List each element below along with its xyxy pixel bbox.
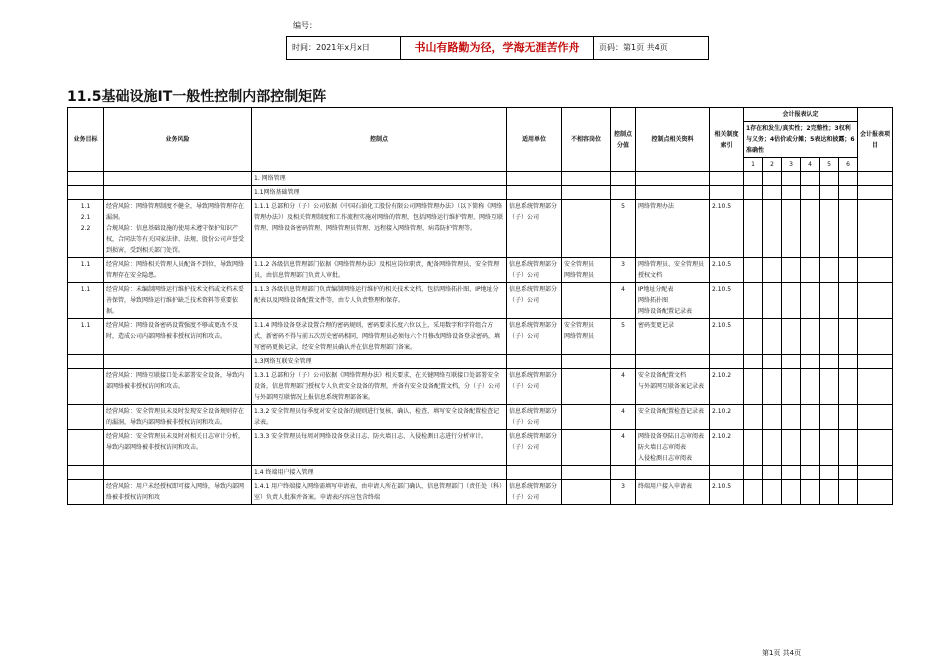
page-footer: 第1页 共4页: [762, 649, 802, 657]
control-cell: 1.1.4 网络设备登录设置合理的密码规则，密码要求长度六位以上，采用数字和字符组合方式，新密码不得与前五次历史密码相同，网络管理员必须每六个月修改网络设备登录密码，填写密码更换记录，经安全管理员确认并在信息管理部门备案。: [252, 319, 507, 355]
risk-cell: 经营风险：网络互联接口处未部署安全设备，导致内部网络被非授权访问和攻击。: [104, 369, 252, 405]
index-cell: 2.10.5: [710, 258, 744, 283]
unit-cell: 信息系统管理部分（子）公司: [507, 405, 562, 430]
col-report-item: 会计报表项目: [858, 108, 893, 172]
incompat-cell: [562, 200, 611, 258]
docs-cell: 网络管理办法: [636, 200, 710, 258]
table-row: [68, 319, 893, 355]
docs-cell: IP地址分配表 网络拓扑图 网络设备配置记录表: [636, 283, 710, 319]
page-header-box: [286, 36, 709, 60]
assert-col-3: 3: [782, 158, 801, 172]
incompat-cell: 安全管理员 网络管理员: [562, 319, 611, 355]
subsection-1-1: 1.1网络基础管理: [252, 186, 507, 200]
score-cell: 3: [611, 480, 636, 505]
assert-col-2: 2: [763, 158, 782, 172]
index-cell: 2.10.5: [710, 480, 744, 505]
risk-cell: 经营风险：安全管理员未及时对相关日志审计分析，导致内部网络被非授权访问和攻击。: [104, 430, 252, 466]
unit-cell: 信息系统管理部分（子）公司: [507, 258, 562, 283]
control-cell: 1.4.1 用户终端接入网络需填写申请表，由申请人所在部门确认，信息管理部门（责任处（科）室）负责人批准并备案。申请表内容应包含终端: [252, 480, 507, 505]
report-desc: 1存在和发生/真实性；2完整性；3权利与义务；4估价或分摊；5表达和披露；6准确性: [744, 122, 858, 158]
score-cell: 5: [611, 319, 636, 355]
incompat-cell: [562, 405, 611, 430]
incompat-cell: 安全管理员 网络管理员: [562, 258, 611, 283]
score-cell: 4: [611, 405, 636, 430]
control-cell: 1.1.1 总部和分（子）公司依据《中国石油化工股份有限公司网络管理办法》（以下简称《网络管理办法》）及相关管理制度和工作流程实施对网络的管理，包括网络运行维护管理、网络互联管理、网络设备密码管理、网络管理员管理、远程接入网络管理、病毒防护管理等。: [252, 200, 507, 258]
objective-cell: [68, 405, 104, 430]
col-incompat: 不相容岗位: [562, 108, 611, 172]
col-report-title: 会计报表认定: [744, 108, 858, 122]
unit-cell: 信息系统管理部分（子）公司: [507, 319, 562, 355]
section-network-mgmt: 1. 网络管理: [252, 172, 507, 186]
page-label: 页码：第1页 共4页: [599, 43, 668, 52]
table-row: [68, 200, 893, 258]
col-unit: 适用单位: [507, 108, 562, 172]
unit-cell: 信息系统管理部分（子）公司: [507, 200, 562, 258]
docs-cell: 网络设备登陆日志审阅表 防火墙日志审阅表 入侵检测日志审阅表: [636, 430, 710, 466]
incompat-cell: [562, 369, 611, 405]
control-cell: 1.1.3 各级信息管理部门负责编制网络运行维护的相关技术文档，包括网络拓扑图、IP地址分配表以及网络设备配置文件等，由专人负责整理和保存。: [252, 283, 507, 319]
objective-cell: 1.1: [68, 319, 104, 355]
objective-cell: [68, 480, 104, 505]
col-risk: 业务风险: [104, 108, 252, 172]
control-cell: 1.3.3 安全管理员每周对网络设备登录日志、防火墙日志、入侵检测日志进行分析审计。: [252, 430, 507, 466]
page-title: 11.5基础设施IT一般性控制内部控制矩阵: [67, 89, 327, 105]
risk-cell: 经营风险：未编制网络运行维护技术文档或文档未妥善保管，导致网络运行维护缺乏技术资料等重要依据。: [104, 283, 252, 319]
objective-cell: 1.1: [68, 258, 104, 283]
table-row: [68, 258, 893, 283]
unit-cell: 信息系统管理部分（子）公司: [507, 480, 562, 505]
col-score: 控制点分值: [611, 108, 636, 172]
motto-text: 书山有路勤为径，学海无涯苦作舟: [400, 37, 594, 59]
index-cell: 2.10.5: [710, 200, 744, 258]
table-row: [68, 283, 893, 319]
table-row: [68, 480, 893, 505]
table-row: [68, 369, 893, 405]
score-cell: 4: [611, 369, 636, 405]
score-cell: 5: [611, 200, 636, 258]
control-cell: 1.3.2 安全管理员每季度对安全设备的规则进行复核、确认、检查，填写安全设备配置检查记录表。: [252, 405, 507, 430]
unit-cell: 信息系统管理部分（子）公司: [507, 430, 562, 466]
col-objective: 业务目标: [68, 108, 104, 172]
assert-col-1: 1: [744, 158, 763, 172]
objective-cell: 1.1 2.1 2.2: [68, 200, 104, 258]
subsection-1-4: 1.4 终端用户接入管理: [252, 466, 507, 480]
unit-cell: 信息系统管理部分（子）公司: [507, 369, 562, 405]
risk-cell: 经营风险：网络相关管理人员配备不到位，导致网络管理存在安全隐患。: [104, 258, 252, 283]
risk-cell: 经营风险：网络管理制度不健全，导致网络管理存在漏洞。 合规风险：信息基础设施的使用未遵守保护知识产权，合同法等有关国家法律、法规、股份公司声誉受到损害，受到相关部门处罚。: [104, 200, 252, 258]
risk-cell: 经营风险：网络设备密码设置强度不够或更改不及时，造成公司内部网络被非授权访问和攻击。: [104, 319, 252, 355]
docs-cell: 终端用户接入申请表: [636, 480, 710, 505]
assert-col-5: 5: [820, 158, 839, 172]
time-label: 时间：2021年x月x日: [292, 43, 370, 52]
table-row: [68, 430, 893, 466]
score-cell: 3: [611, 258, 636, 283]
index-cell: 2.10.2: [710, 430, 744, 466]
score-cell: 4: [611, 283, 636, 319]
objective-cell: [68, 369, 104, 405]
control-cell: 1.3.1 总部和分（子）公司依据《网络管理办法》相关要求，在关键网络互联接口处部署安全设备，信息管理部门授权专人负责安全设备的管理，并备有安全设备配置文档，分（子）公司与外部网互联情况上报信息系统管理部备案。: [252, 369, 507, 405]
subsection-1-3: 1.3网络互联安全管理: [252, 355, 507, 369]
incompat-cell: [562, 283, 611, 319]
col-index: 相关制度索引: [710, 108, 744, 172]
serial-label: 编号：: [293, 21, 317, 30]
objective-cell: [68, 430, 104, 466]
incompat-cell: [562, 430, 611, 466]
objective-cell: 1.1: [68, 283, 104, 319]
table-row: [68, 405, 893, 430]
docs-cell: 网络管理员、安全管理员授权文档: [636, 258, 710, 283]
index-cell: 2.10.5: [710, 319, 744, 355]
docs-cell: 安全设备配置检查记录表: [636, 405, 710, 430]
risk-cell: 经营风险：用户未经授权即可接入网络，导致内部网络被非授权访问和攻: [104, 480, 252, 505]
index-cell: 2.10.2: [710, 405, 744, 430]
index-cell: 2.10.5: [710, 283, 744, 319]
col-docs: 控制点相关资料: [636, 108, 710, 172]
docs-cell: 密码变更记录: [636, 319, 710, 355]
unit-cell: 信息系统管理部分（子）公司: [507, 283, 562, 319]
risk-cell: 经营风险：安全管理员未及时发现安全设备规则存在的漏洞，导致内部网络被非授权访问和攻击。: [104, 405, 252, 430]
score-cell: 4: [611, 430, 636, 466]
docs-cell: 安全设备配置文档 与外部网互联备案记录表: [636, 369, 710, 405]
assert-col-6: 6: [839, 158, 858, 172]
assert-col-4: 4: [801, 158, 820, 172]
control-cell: 1.1.2 各级信息管理部门依据《网络管理办法》及相应岗位职责，配备网络管理员、安全管理员，由信息管理部门负责人审批。: [252, 258, 507, 283]
col-control: 控制点: [252, 108, 507, 172]
index-cell: 2.10.2: [710, 369, 744, 405]
incompat-cell: [562, 480, 611, 505]
control-matrix-table: [67, 107, 893, 505]
